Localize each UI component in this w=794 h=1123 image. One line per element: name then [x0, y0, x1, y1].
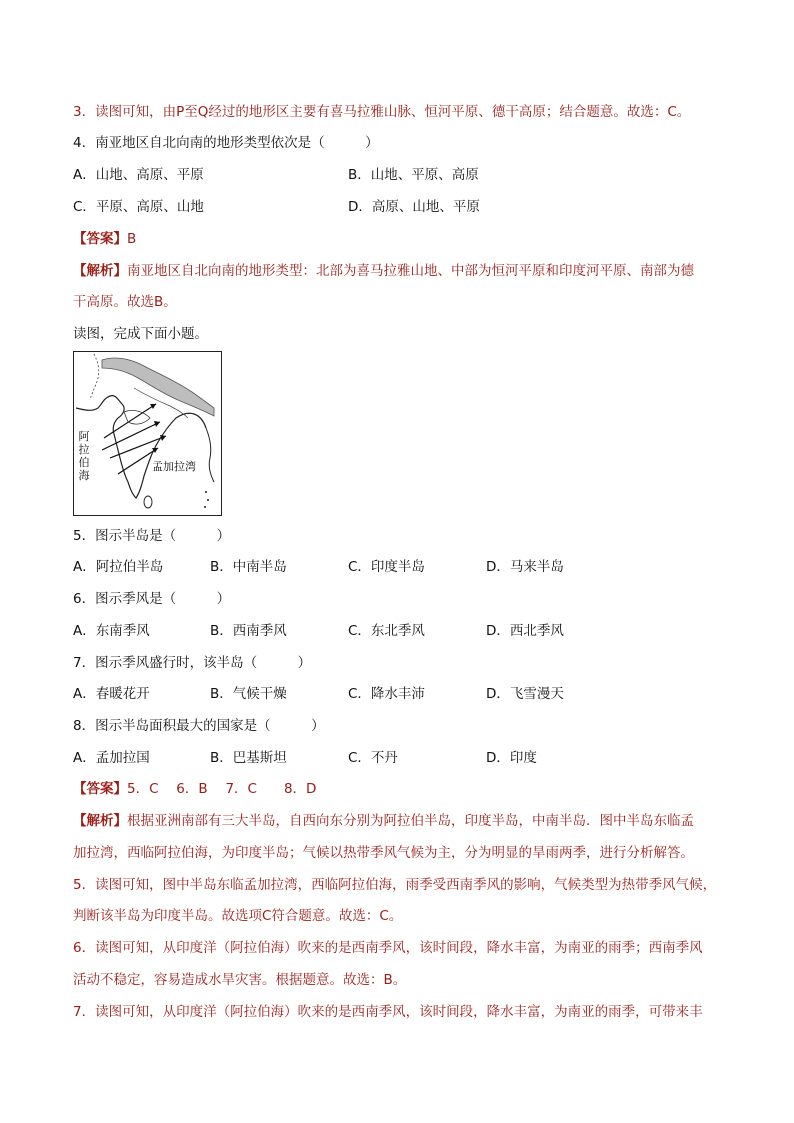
- answer-tag: 【答案】: [73, 781, 127, 797]
- q4-option-d: D．高原、山地、平原: [348, 199, 480, 215]
- analysis-tag: 【解析】: [73, 813, 127, 829]
- analysis-line-2: 加拉湾，西临阿拉伯海，为印度半岛；气候以热带季风气候为主，分为明显的旱雨两季，进行分析解答。: [73, 845, 694, 861]
- q6-explanation-2: 活动不稳定，容易造成水旱灾害。根据题意。故选：B。: [73, 972, 407, 988]
- q5-option-d: D．马来半岛: [486, 559, 564, 575]
- q4-option-b: B．山地、平原、高原: [348, 167, 479, 183]
- q8-option-d: D．印度: [486, 750, 537, 766]
- analysis-line-1: [73, 812, 694, 830]
- q7-option-a: A．春暖花开: [73, 686, 150, 702]
- q7-option-d: D．飞雪漫天: [486, 686, 564, 702]
- q6-option-b: B．西南季风: [210, 623, 287, 639]
- q5-option-b: B．中南半岛: [210, 559, 287, 575]
- q4-analysis-line-1: [73, 262, 694, 280]
- q8-option-c: C．不丹: [348, 750, 398, 766]
- q6-option-d: D．西北季风: [486, 623, 564, 639]
- q4-option-c: C．平原、高原、山地: [73, 199, 204, 215]
- q7-explanation-1: 7．读图可知，从印度洋（阿拉伯海）吹来的是西南季风，该时间段，降水丰富，为南亚的雨季，可带来丰: [73, 1004, 703, 1020]
- q5-option-c: C．印度半岛: [348, 559, 425, 575]
- q3-explanation: 3．读图可知，由P至Q经过的地形区主要有喜马拉雅山脉、恒河平原、德干高原；结合题意。故选：C。: [73, 104, 691, 120]
- south-asia-monsoon-map: [73, 351, 222, 516]
- q4-option-a: A．山地、高原、平原: [73, 167, 204, 183]
- q7-stem: 7．图示季风盛行时，该半岛（ ）: [73, 655, 312, 671]
- q6-option-a: A．东南季风: [73, 623, 150, 639]
- arabian-sea-label: 阿 拉 伯 海: [78, 430, 90, 482]
- q4-analysis-line-2: 干高原。故选B。: [73, 294, 177, 310]
- map-intro: 读图，完成下面小题。: [73, 326, 208, 342]
- q6-stem: 6．图示季风是（ ）: [73, 591, 231, 607]
- q4-answer: [73, 230, 136, 248]
- q7-option-c: C．降水丰沛: [348, 686, 425, 702]
- map-drawing: [74, 352, 221, 515]
- q8-option-a: A．孟加拉国: [73, 750, 150, 766]
- q5-option-a: A．阿拉伯半岛: [73, 559, 164, 575]
- analysis-tag: 【解析】: [73, 263, 127, 279]
- q8-option-b: B．巴基斯坦: [210, 750, 287, 766]
- q6-explanation-1: 6．读图可知，从印度洋（阿拉伯海）吹来的是西南季风，该时间段，降水丰富，为南亚的雨季；西南季风: [73, 940, 703, 956]
- analysis-text: 根据亚洲南部有三大半岛，自西向东分别为阿拉伯半岛，印度半岛，中南半岛．图中半岛东临孟: [127, 813, 694, 829]
- answer-values: 5．C 6．B 7．C 8．D: [127, 781, 317, 797]
- answer-tag: 【答案】: [73, 231, 127, 247]
- q8-stem: 8．图示半岛面积最大的国家是（ ）: [73, 718, 325, 734]
- bay-of-bengal-label: 孟加拉湾: [152, 460, 196, 473]
- answer-value: B: [127, 231, 137, 247]
- q5-8-answers: [73, 780, 316, 798]
- q5-explanation-1: 5．读图可知，图中半岛东临孟加拉湾，西临阿拉伯海，雨季受西南季风的影响，气候类型为热带季风气候，: [73, 877, 717, 893]
- analysis-text: 南亚地区自北向南的地形类型：北部为喜马拉雅山地、中部为恒河平原和印度河平原、南部为德: [127, 263, 694, 279]
- q7-option-b: B．气候干燥: [210, 686, 287, 702]
- q5-explanation-2: 判断该半岛为印度半岛。故选项C符合题意。故选：C。: [73, 908, 403, 924]
- q5-stem: 5．图示半岛是（ ）: [73, 528, 231, 544]
- q4-stem: 4．南亚地区自北向南的地形类型依次是（ ）: [73, 135, 379, 151]
- q6-option-c: C．东北季风: [348, 623, 425, 639]
